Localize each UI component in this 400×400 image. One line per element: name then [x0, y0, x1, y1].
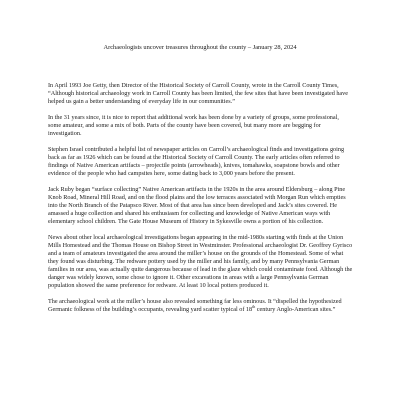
ordinal-suffix: th	[252, 303, 256, 309]
paragraph: The archaeological work at the miller’s house also revealed something far less ominous. It “dispelled the hypothesized Germanic folkness of the building’s occupants, revealing yard scatter typical of 18th century Anglo-American sites.”	[48, 297, 342, 313]
paragraph: In the 31 years since, it is nice to report that additional work has been done by a variety of groups, some professional, some amateur, and some a mix of both. Parts of the county have been covered, but many more are begging for investigation.	[48, 114, 339, 137]
paragraph: News about other local archaeological investigations began appearing in the mid-1980s starting with finds at the Union Mills Homestead and the Thomas House on Bishop Street in Westminster. Professional archaeologist Dr. Geoffrey Gyrisco and a team of amateurs investigated the area around the miller’s house on the grounds of the Homestead. Some of what they found was disturbing. The redware pottery used by the miller and his family, and by many Pennsylvania German families in our area, was actually quite dangerous because of lead in the glaze which could contaminate food. Although the danger was widely known, some chose to ignore it. Other excavations in areas with a large Pennsylvania German population showed the same preference for redware. At least 10 local potters produced it.	[48, 234, 353, 289]
paragraph: Stephen Israel contributed a helpful list of newspaper articles on Carroll’s archaeological finds and investigations going back as far as 1926 which can be found at the Historical Society of Carroll County. The early articles often referred to findings of Native American artifacts – projectile points (arrowheads), knives, tomahawks, soapstone bowls and other evidence of the people who had campsites here, some dating back to 3,000 years before the present.	[48, 146, 345, 177]
page-title: Archaeologists uncover treasures throughout the county – January 28, 2024	[103, 44, 297, 51]
paragraph: Jack Ruby began “surface collecting” Native American artifacts in the 1920s in the area around Eldersburg – along Pine Knob Road, Mineral Hill Road, and on the flood plains and the low terraces associated with Morgan Run which empties into the North Branch of the Patapsco River. Most of that area has since been developed and Jack’s sites covered. He amassed a huge collection and shared his enthusiasm for collecting and knowledge of Native American ways with elementary school children. The Gate House Museum of History in Sykesville owns a portion of his collection.	[48, 186, 346, 225]
article-body	[48, 82, 353, 322]
paragraph: In April 1993 Joe Getty, then Director of the Historical Society of Carroll County, wrote in the Carroll County Times, “Although historical archaeology work in Carroll County has been limited, the few sites that have been investigated have helped us gain a better understanding of everyday life in our communities.”	[48, 82, 349, 105]
